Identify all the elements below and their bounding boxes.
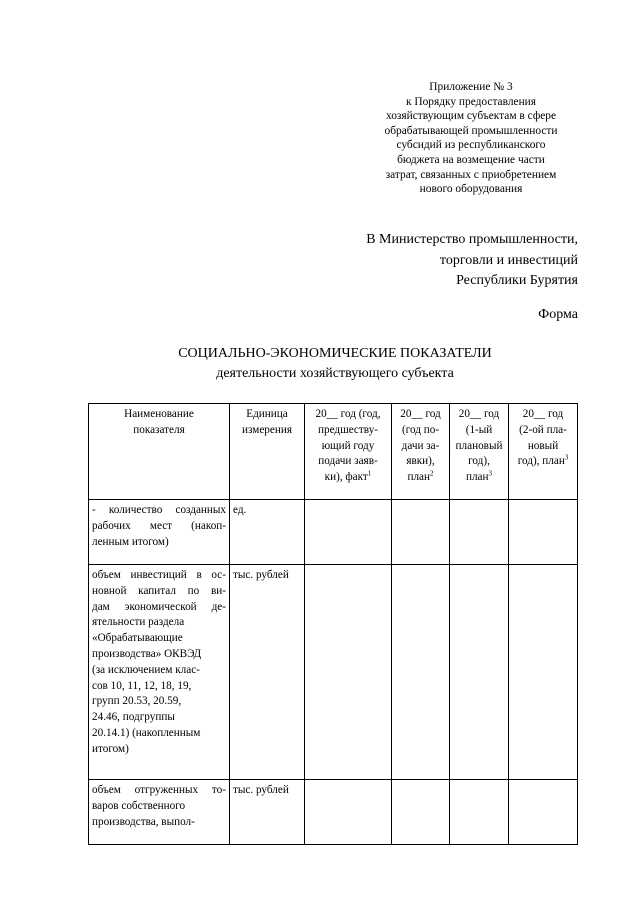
header-year-application-plan: 20__ год (год по- дачи за- явки), план$^2$ — [392, 404, 450, 500]
document-title — [90, 344, 580, 384]
recipient-line: торговли и инвестиций — [439, 252, 578, 268]
unit-cell: тыс. рублей — [230, 780, 305, 845]
value-cell — [509, 565, 578, 780]
form-label: Форма — [538, 307, 578, 322]
table-header-row — [89, 404, 578, 500]
value-cell — [450, 780, 509, 845]
appendix-line: субсидий из республиканского — [396, 139, 546, 152]
appendix-line: Приложение № 3 — [429, 81, 513, 93]
value-cell — [509, 500, 578, 565]
appendix-line: обрабатывающей промышленности — [384, 124, 558, 137]
indicators-table — [88, 403, 578, 845]
footnote-mark: 1 — [367, 469, 372, 478]
indicator-name-cell: - количество созданных рабочих мест (накоп- ленным итогом) — [89, 500, 230, 565]
table-row — [89, 565, 578, 780]
footnote-mark: 3 — [488, 469, 493, 478]
header-year-second-plan: 20__ год (2-ой пла- новый год), план$^3$ — [509, 404, 578, 500]
value-cell — [450, 500, 509, 565]
table-row — [89, 780, 578, 845]
value-cell — [305, 780, 392, 845]
footnote-mark: 2 — [430, 469, 434, 478]
recipient-line: Республики Бурятия — [456, 273, 578, 288]
appendix-line: затрат, связанных с приобретением — [385, 168, 557, 181]
header-indicator-name: Наименование показателя — [89, 404, 230, 500]
title-main: СОЦИАЛЬНО-ЭКОНОМИЧЕСКИЕ ПОКАЗАТЕЛИ — [178, 346, 492, 361]
header-year-first-plan: 20__ год (1-ый плановый год), план$^3$ — [450, 404, 509, 500]
value-cell — [392, 500, 450, 565]
appendix-header — [356, 80, 586, 197]
value-cell — [450, 565, 509, 780]
unit-cell: тыс. рублей — [230, 565, 305, 780]
indicator-name-cell: объем инвестиций в ос- новной капитал по ви- дам экономической де- ятельности раздела «Обрабатывающие производства» ОКВЭД (за исключением клас- сов 10, 11, 12, 18, 19, групп 20.53, 20.59, 24.46, подгруппы 20.14.1) (накопленным итогом) — [89, 565, 230, 780]
recipient-block — [366, 230, 578, 292]
value-cell — [392, 565, 450, 780]
header-unit: Единица измерения — [230, 404, 305, 500]
value-cell — [305, 565, 392, 780]
footnote-mark: 3 — [564, 453, 569, 462]
value-cell — [305, 500, 392, 565]
indicator-name-cell: объем отгруженных то- варов собственного производства, выпол- — [89, 780, 230, 845]
appendix-line: хозяйствующим субъектам в сфере — [385, 110, 557, 123]
title-sub: деятельности хозяйствующего субъекта — [216, 366, 454, 381]
header-year-prior-fact: 20__ год (год, предшеству- ющий году подачи заяв- ки), факт$^1$ — [305, 404, 392, 500]
appendix-line: к Порядку предоставления — [405, 95, 537, 108]
recipient-line: В Министерство промышленности, — [366, 232, 578, 247]
appendix-line: нового оборудования — [419, 183, 523, 196]
value-cell — [392, 780, 450, 845]
unit-cell: ед. — [230, 500, 305, 565]
appendix-line: бюджета на возмещение части — [397, 153, 545, 166]
table-row — [89, 500, 578, 565]
value-cell — [509, 780, 578, 845]
